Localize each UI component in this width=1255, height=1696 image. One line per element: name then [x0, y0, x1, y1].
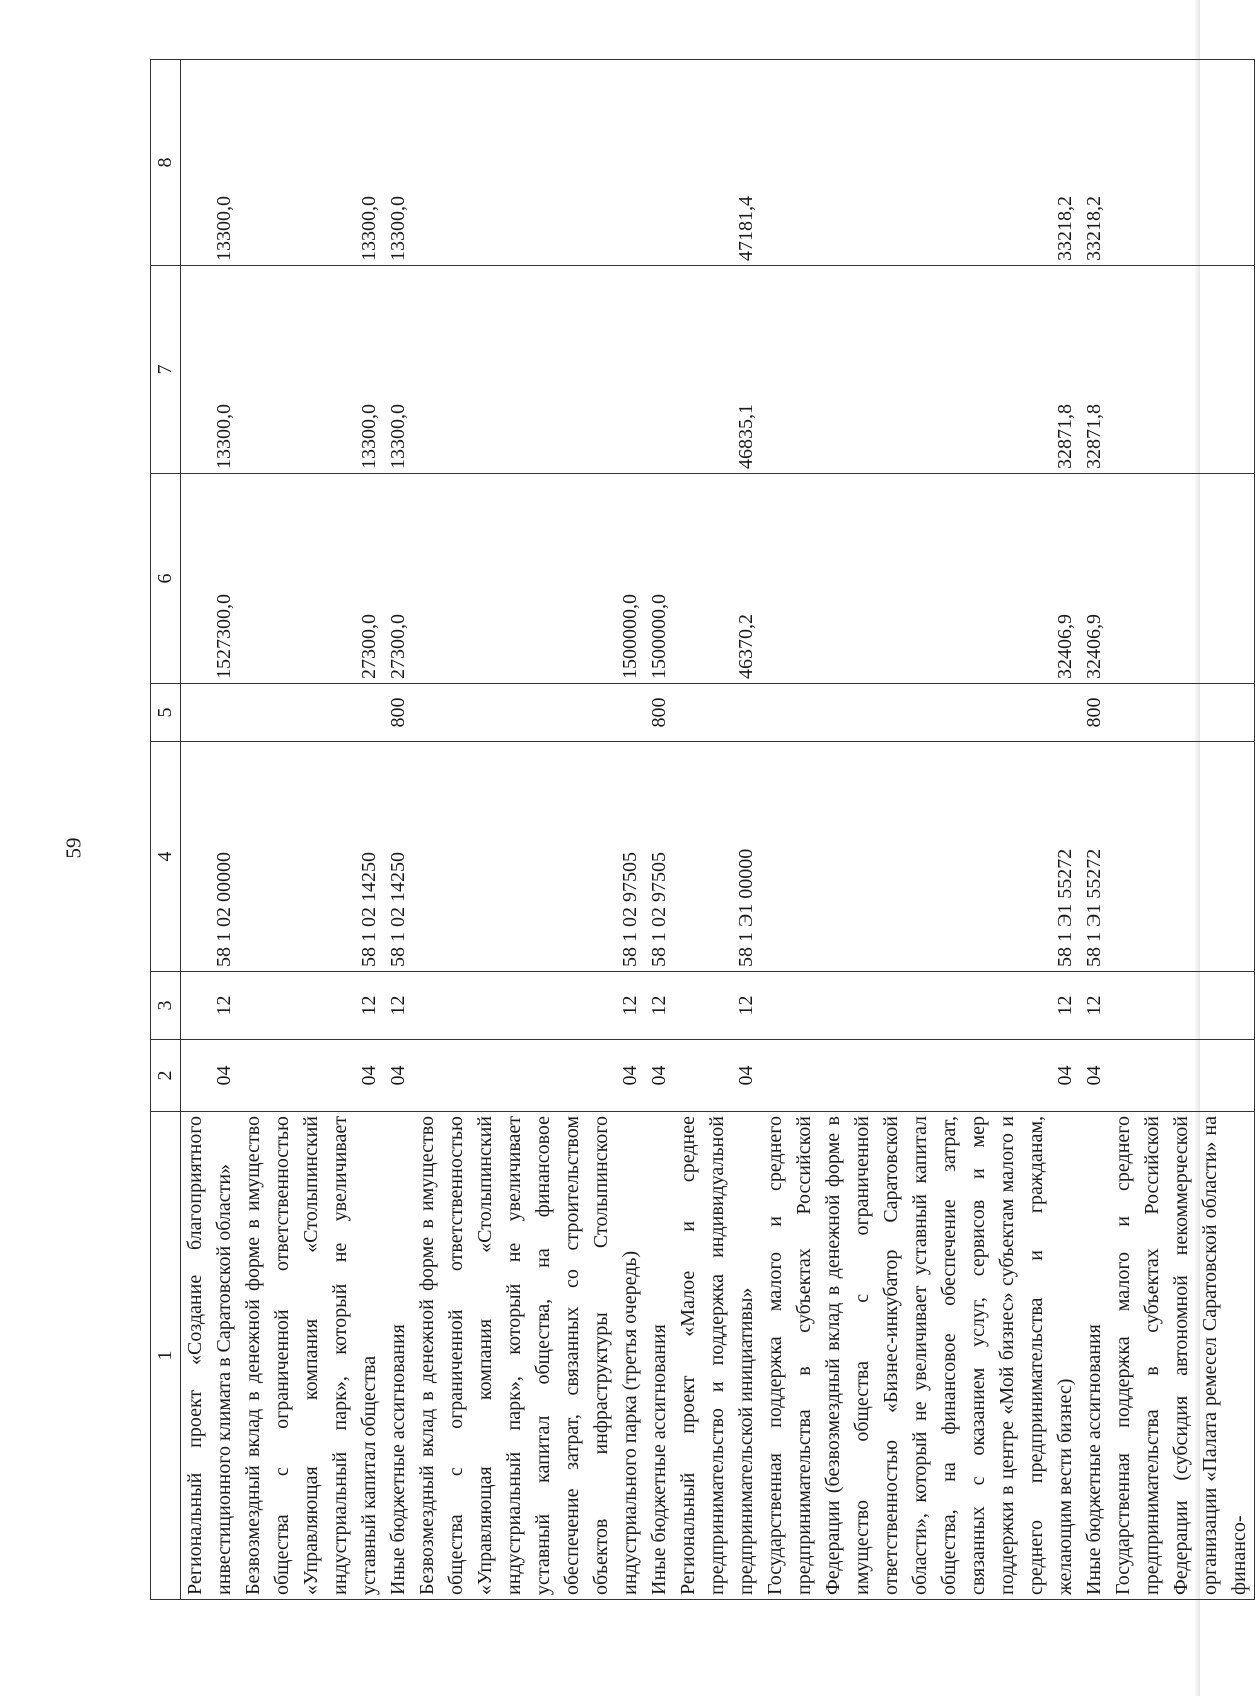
value-cell — [1109, 972, 1255, 1040]
row-name-cell: Безвозмездный вклад в денежной форме в имущество общества с ограниченной ответственностью «Управляющая компания «Столыпинский индустриальный парк», который не увеличивает уставный капитал общества, на финансовое обеспечение затрат, связанных со строительством объектов инфраструктуры Столыпинского индустриального парка (третья очередь) — [413, 1112, 645, 1600]
value-cell: 12 — [413, 972, 645, 1040]
value-cell: 13300,0 — [181, 266, 240, 474]
value-cell: 1500000,0 — [645, 474, 674, 684]
value-cell: 32406,9 — [1080, 474, 1109, 684]
header-row — [151, 60, 181, 1600]
value-cell: 800 — [645, 684, 674, 742]
value-cell — [761, 684, 1080, 742]
row-name-cell: Государственная поддержка малого и среднего предпринимательства в субъектах Российской Федерации (безвозмездный вклад в денежной форме в имущество общества с ограниченной ответственностью «Бизнес-инкубатор Саратовской области», который не увеличивает уставный капитал общества, на финансовое обеспечение затрат, связанных с оказанием услуг, сервисов и мер поддержки в центре «Мой бизнес» субъектам малого и среднего предпринимательства и гражданам, желающим вести бизнес) — [761, 1112, 1080, 1600]
value-cell: 1500000,0 — [413, 474, 645, 684]
table-row — [1109, 60, 1255, 1600]
table-row — [239, 60, 384, 1600]
value-cell — [1109, 1040, 1255, 1112]
value-cell — [1109, 684, 1255, 742]
value-cell: 12 — [181, 972, 240, 1040]
table-row — [761, 60, 1080, 1600]
table-row — [413, 60, 645, 1600]
col-header: 8 — [151, 60, 181, 266]
col-header: 4 — [151, 742, 181, 972]
page-number: 59 — [61, 837, 86, 859]
row-name-cell: Иные бюджетные ассигнования — [384, 1112, 413, 1600]
row-name-cell: Региональный проект «Малое и среднее предпринимательство и поддержка индивидуальной предпринимательской инициативы» — [674, 1112, 761, 1600]
value-cell: 58 1 02 97505 — [413, 742, 645, 972]
value-cell: 04 — [761, 1040, 1080, 1112]
value-cell — [1109, 60, 1255, 266]
value-cell: 33218,2 — [1080, 60, 1109, 266]
value-cell: 58 1 Э1 55272 — [761, 742, 1080, 972]
value-cell — [413, 60, 645, 266]
value-cell: 33218,2 — [761, 60, 1080, 266]
value-cell — [674, 684, 761, 742]
value-cell: 04 — [413, 1040, 645, 1112]
value-cell: 13300,0 — [384, 266, 413, 474]
col-header: 7 — [151, 266, 181, 474]
table-row — [384, 60, 413, 1600]
value-cell: 13300,0 — [239, 60, 384, 266]
value-cell — [413, 684, 645, 742]
value-cell: 04 — [674, 1040, 761, 1112]
value-cell: 58 1 02 00000 — [181, 742, 240, 972]
value-cell: 1527300,0 — [181, 474, 240, 684]
value-cell: 800 — [1080, 684, 1109, 742]
col-header: 3 — [151, 972, 181, 1040]
col-header: 5 — [151, 684, 181, 742]
value-cell: 58 1 Э1 55272 — [1080, 742, 1109, 972]
value-cell: 04 — [384, 1040, 413, 1112]
value-cell — [645, 266, 674, 474]
budget-table — [150, 59, 1255, 1600]
value-cell — [181, 684, 240, 742]
value-cell: 12 — [1080, 972, 1109, 1040]
col-header: 6 — [151, 474, 181, 684]
value-cell: 46370,2 — [674, 474, 761, 684]
value-cell — [645, 60, 674, 266]
col-header: 2 — [151, 1040, 181, 1112]
col-header: 1 — [151, 1112, 181, 1600]
value-cell: 32406,9 — [761, 474, 1080, 684]
value-cell: 800 — [384, 684, 413, 742]
value-cell: 47181,4 — [674, 60, 761, 266]
rotated-page — [150, 60, 1250, 1600]
value-cell: 46835,1 — [674, 266, 761, 474]
value-cell: 13300,0 — [181, 60, 240, 266]
value-cell: 12 — [674, 972, 761, 1040]
value-cell: 12 — [645, 972, 674, 1040]
value-cell: 58 1 02 14250 — [239, 742, 384, 972]
value-cell: 04 — [239, 1040, 384, 1112]
row-name-cell: Государственная поддержка малого и среднего предпринимательства в субъектах Российской Федерации (субсидия автономной некоммерческой организации «Палата ремесел Саратовской области» на финансо- — [1109, 1112, 1255, 1600]
value-cell: 58 1 Э1 00000 — [674, 742, 761, 972]
table-row — [1080, 60, 1109, 1600]
row-name-cell: Иные бюджетные ассигнования — [645, 1112, 674, 1600]
value-cell: 12 — [761, 972, 1080, 1040]
value-cell: 32871,8 — [1080, 266, 1109, 474]
value-cell: 04 — [1080, 1040, 1109, 1112]
table-row — [181, 60, 240, 1600]
value-cell — [239, 684, 384, 742]
table-row — [645, 60, 674, 1600]
value-cell: 04 — [181, 1040, 240, 1112]
value-cell: 12 — [239, 972, 384, 1040]
value-cell: 27300,0 — [384, 474, 413, 684]
value-cell: 58 1 02 97505 — [645, 742, 674, 972]
value-cell: 12 — [384, 972, 413, 1040]
value-cell: 32871,8 — [761, 266, 1080, 474]
value-cell: 04 — [645, 1040, 674, 1112]
value-cell: 13300,0 — [384, 60, 413, 266]
value-cell — [1109, 742, 1255, 972]
row-name-cell: Региональный проект «Создание благоприятного инвестиционного климата в Саратовской области» — [181, 1112, 240, 1600]
row-name-cell: Иные бюджетные ассигнования — [1080, 1112, 1109, 1600]
value-cell: 58 1 02 14250 — [384, 742, 413, 972]
value-cell: 13300,0 — [239, 266, 384, 474]
value-cell: 27300,0 — [239, 474, 384, 684]
table-row — [674, 60, 761, 1600]
value-cell — [1109, 266, 1255, 474]
value-cell — [413, 266, 645, 474]
row-name-cell: Безвозмездный вклад в денежной форме в имущество общества с ограниченной ответственностью «Управляющая компания «Столыпинский индустриальный парк», который не увеличивает уставный капитал общества — [239, 1112, 384, 1600]
value-cell — [1109, 474, 1255, 684]
